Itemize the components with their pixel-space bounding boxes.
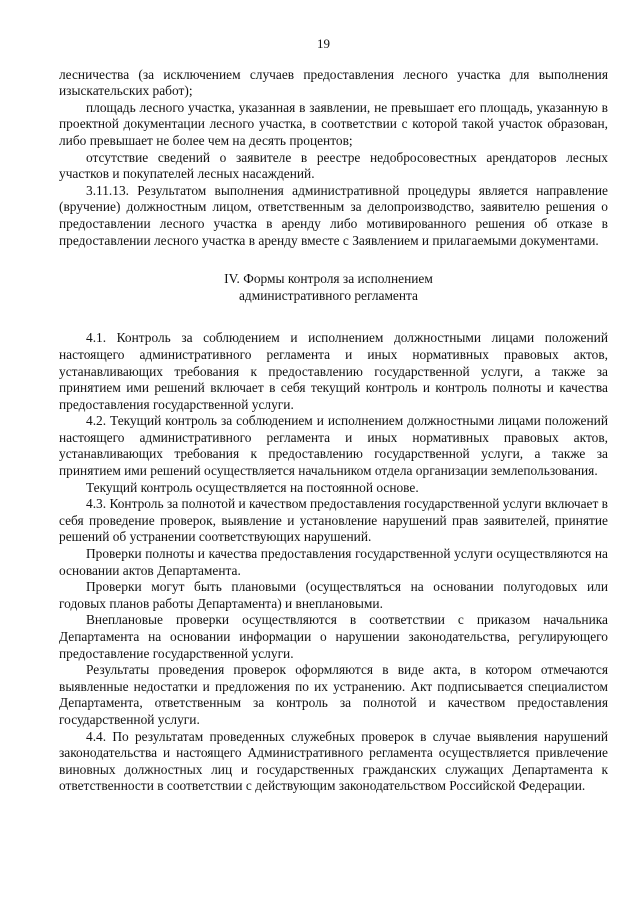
paragraph: Внеплановые проверки осуществляются в соответствии с приказом начальника Департамента на основании информации о нарушении законодательства, регулирующего предоставление государственной услуги. — [59, 612, 608, 661]
paragraph: 4.3. Контроль за полнотой и качеством предоставления государственной услуги включает в себя проведение проверок, выявление и установление нарушений прав заявителей, принятие решений об устранении соответствующих нарушений. — [59, 496, 608, 545]
paragraph: Текущий контроль осуществляется на постоянной основе. — [86, 479, 419, 495]
paragraph: отсутствие сведений о заявителе в реестре недобросовестных арендаторов лесных участков и покупателей лесных насаждений. — [59, 149, 608, 182]
paragraph: 4.1. Контроль за соблюдением и исполнением должностными лицами положений настоящего административного регламента и иных нормативных правовых актов, устанавливающих требования к предоставлению государственной услуги, а также за принятием ими решений включает в себя текущий контроль и контроль полноты и качества предоставления государственной услуги. — [59, 330, 608, 412]
paragraph: площадь лесного участка, указанная в заявлении, не превышает его площадь, указанную в проектной документации лесного участка, в соответствии с которой такой участок образован, либо превышает не более чем на десять процентов; — [59, 99, 608, 148]
paragraph: 4.2. Текущий контроль за соблюдением и исполнением должностными лицами положений настоящего административного регламента и иных нормативных правовых актов, устанавливающих требования к предоставлению государственной услуги, а также за принятием ими решений осуществляется начальником отдела организации землепользования. — [59, 413, 608, 479]
paragraph: Результаты проведения проверок оформляются в виде акта, в котором отмечаются выявленные недостатки и предложения по их устранению. Акт подписывается специалистом Департамента, ответственным за контроль за полнотой и качеством предоставления государственной услуги. — [59, 662, 608, 727]
section-heading — [59, 271, 608, 304]
paragraph: Проверки полноты и качества предоставления государственной услуги осуществляются на основании актов Департамента. — [59, 546, 608, 578]
paragraph: 4.4. По результатам проведенных служебных проверок в случае выявления нарушений законодательства и настоящего Административного регламента осуществляется привлечение виновных должностных лиц и государственных гражданских служащих Департамента к ответственности в соответствии с действующим законодательством Российской Федерации. — [59, 728, 608, 794]
paragraph: лесничества (за исключением случаев предоставления лесного участка для выполнения изыскательских работ); — [59, 66, 608, 99]
section-heading-line: административного регламента — [238, 287, 418, 303]
page-number: 19 — [317, 36, 330, 51]
paragraph: 3.11.13. Результатом выполнения административной процедуры является направление (вручение) должностным лицом, ответственным за делопроизводство, заявителю решения о предоставлении лесного участка в аренду либо мотивированного решения об отказе в предоставлении лесного участка в аренду вместе с Заявлением и прилагаемыми документами. — [59, 182, 608, 248]
section-heading-line: IV. Формы контроля за исполнением — [224, 271, 433, 287]
paragraph: Проверки могут быть плановыми (осуществляться на основании полугодовых или годовых планов работы Департамента) и внеплановыми. — [59, 579, 608, 611]
